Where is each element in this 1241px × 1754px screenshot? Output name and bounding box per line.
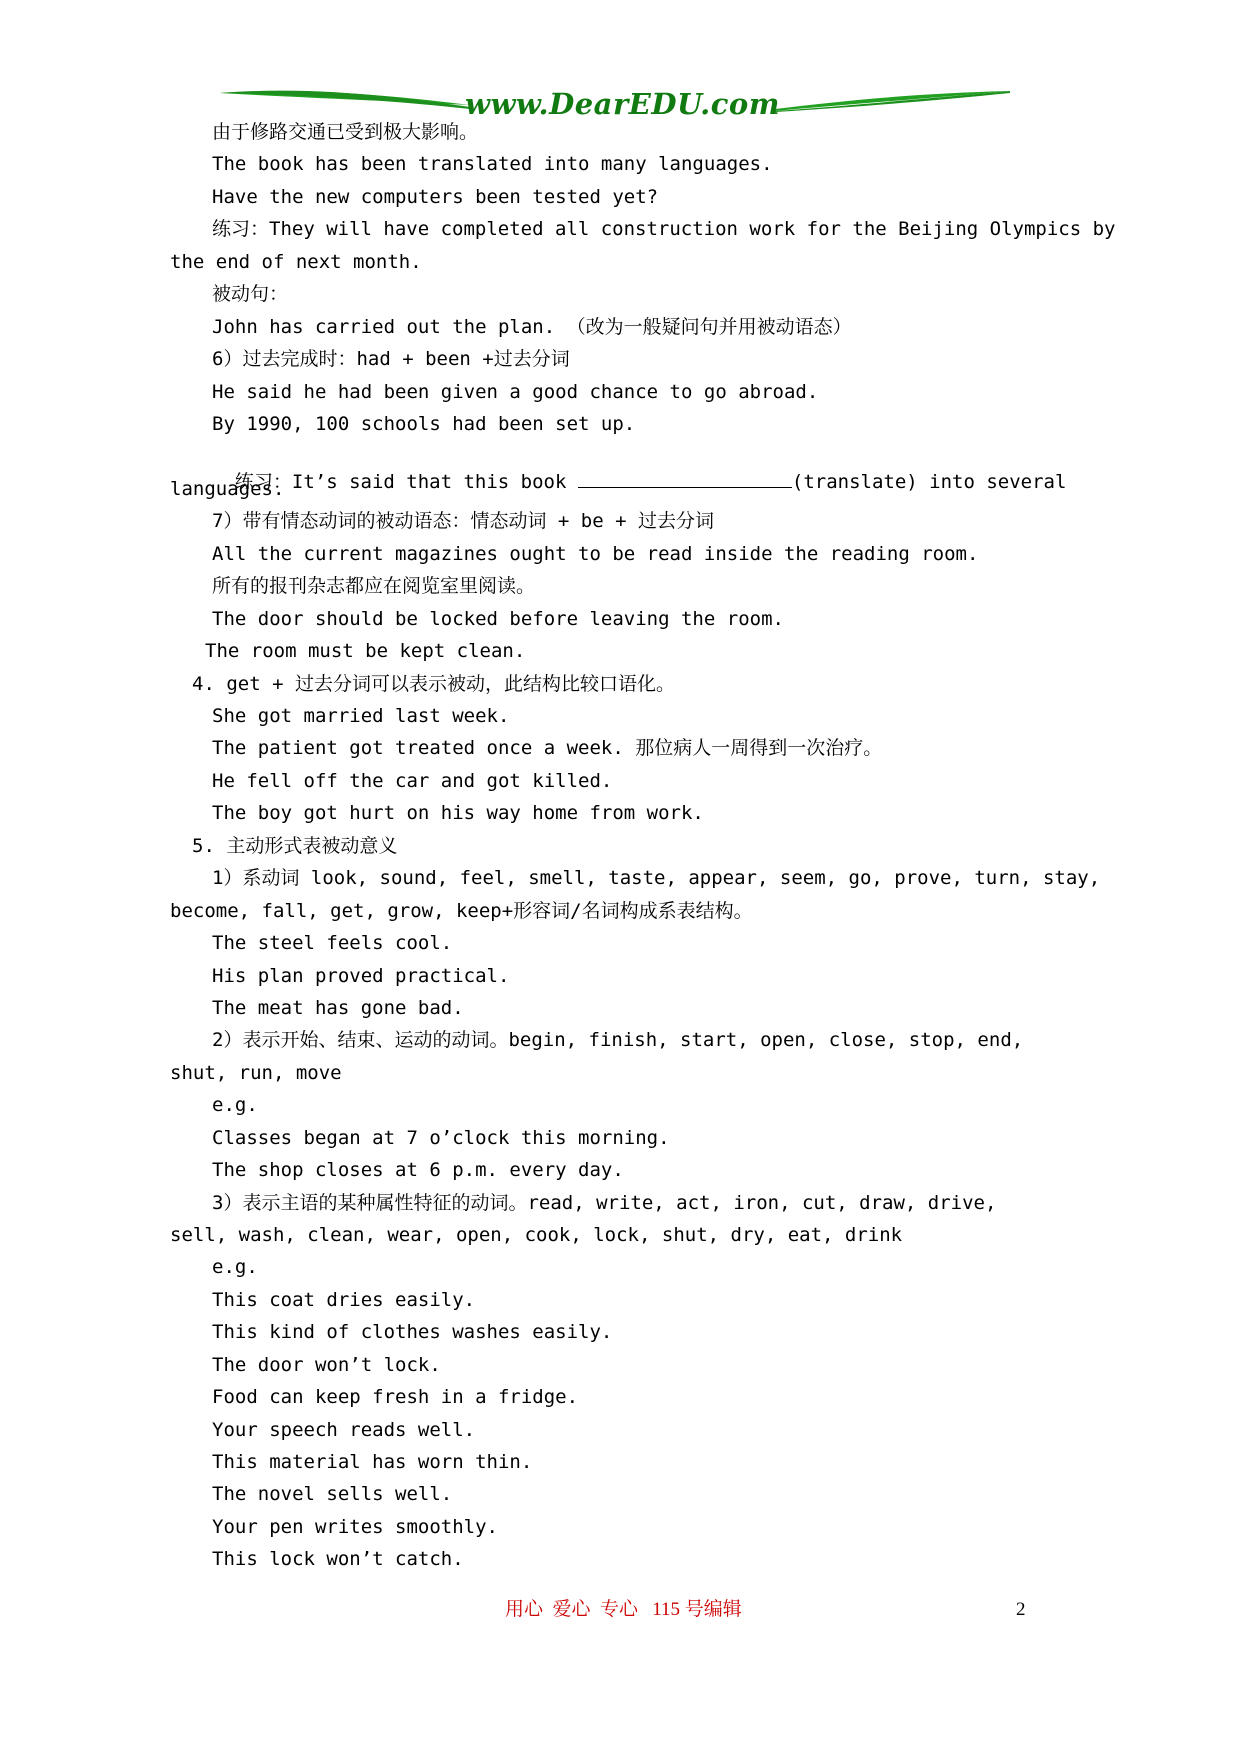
text-line: Classes began at 7 o’clock this morning. bbox=[212, 1127, 670, 1149]
text-line: e.g. bbox=[212, 1256, 258, 1278]
text-line: e.g. bbox=[212, 1094, 258, 1116]
text-line: This material has worn thin. bbox=[212, 1451, 533, 1473]
text-line: He fell off the car and got killed. bbox=[212, 770, 613, 792]
text-line: 被动句： bbox=[212, 283, 289, 305]
page-number: 2 bbox=[1016, 1599, 1026, 1620]
text-line: Food can keep fresh in a fridge. bbox=[212, 1386, 579, 1408]
text-line: The meat has gone bad. bbox=[212, 997, 464, 1019]
text-line: She got married last week. bbox=[212, 705, 510, 727]
text-line: Have the new computers been tested yet? bbox=[212, 186, 659, 208]
text-line: He said he had been given a good chance to go abroad. bbox=[212, 381, 819, 403]
logo-text: www.DearEDU.com bbox=[465, 87, 780, 121]
text-line: The book has been translated into many languages. bbox=[212, 153, 773, 175]
text-line: Your pen writes smoothly. bbox=[212, 1516, 498, 1538]
text-line: 所有的报刊杂志都应在阅览室里阅读。 bbox=[212, 575, 536, 597]
text-line: 由于修路交通已受到极大影响。 bbox=[212, 121, 479, 143]
text-line: 3）表示主语的某种属性特征的动词。read, write, act, iron, cut, draw, drive, bbox=[212, 1192, 997, 1214]
answer-blank[interactable] bbox=[578, 469, 792, 488]
text-line: become, fall, get, grow, keep+形容词/名词构成系表结构。 bbox=[170, 900, 753, 922]
text-line: shut, run, move bbox=[170, 1062, 342, 1084]
text-line: The shop closes at 6 p.m. every day. bbox=[212, 1159, 624, 1181]
text-line: 练习：They will have completed all construction work for the Beijing Olympics by bbox=[212, 218, 1116, 240]
text-line: 7）带有情态动词的被动语态：情态动词 + be + 过去分词 bbox=[212, 510, 714, 532]
text-line: Your speech reads well. bbox=[212, 1419, 476, 1441]
exercise-prompt: 练习：It’s said that this book bbox=[234, 471, 578, 493]
text-line: The patient got treated once a week. 那位病人一周得到一次治疗。 bbox=[212, 737, 883, 759]
text-line: The boy got hurt on his way home from work. bbox=[212, 802, 704, 824]
text-line: 2）表示开始、结束、运动的动词。begin, finish, start, open, close, stop, end, bbox=[212, 1029, 1024, 1051]
text-line: The room must be kept clean. bbox=[205, 640, 526, 662]
text-line: The novel sells well. bbox=[212, 1483, 453, 1505]
header-logo bbox=[220, 85, 1020, 125]
text-line: 6）过去完成时：had + been +过去分词 bbox=[212, 348, 570, 370]
text-line: This kind of clothes washes easily. bbox=[212, 1321, 613, 1343]
text-line: This coat dries easily. bbox=[212, 1289, 476, 1311]
section-heading: 4. get + 过去分词可以表示被动，此结构比较口语化。 bbox=[192, 673, 675, 695]
text-line: John has carried out the plan. （改为一般疑问句并用被动语态） bbox=[212, 316, 852, 338]
text-line: This lock won’t catch. bbox=[212, 1548, 464, 1570]
footer-credit: 用心 爱心 专心 115 号编辑 bbox=[505, 1599, 742, 1620]
text-line: The door won’t lock. bbox=[212, 1354, 441, 1376]
text-line: The steel feels cool. bbox=[212, 932, 453, 954]
text-line: 1）系动词 look, sound, feel, smell, taste, appear, seem, go, prove, turn, stay, bbox=[212, 867, 1101, 889]
section-heading: 5. 主动形式表被动意义 bbox=[192, 835, 398, 857]
text-line: All the current magazines ought to be read inside the reading room. bbox=[212, 543, 979, 565]
text-line: sell, wash, clean, wear, open, cook, lock, shut, dry, eat, drink bbox=[170, 1224, 903, 1246]
text-line: The door should be locked before leaving the room. bbox=[212, 608, 784, 630]
text-line: the end of next month. bbox=[170, 251, 422, 273]
exercise-line bbox=[212, 445, 1066, 494]
exercise-hint: (translate) into several bbox=[791, 471, 1067, 493]
text-line: His plan proved practical. bbox=[212, 965, 510, 987]
text-line: languages. bbox=[170, 478, 285, 500]
text-line: By 1990, 100 schools had been set up. bbox=[212, 413, 636, 435]
